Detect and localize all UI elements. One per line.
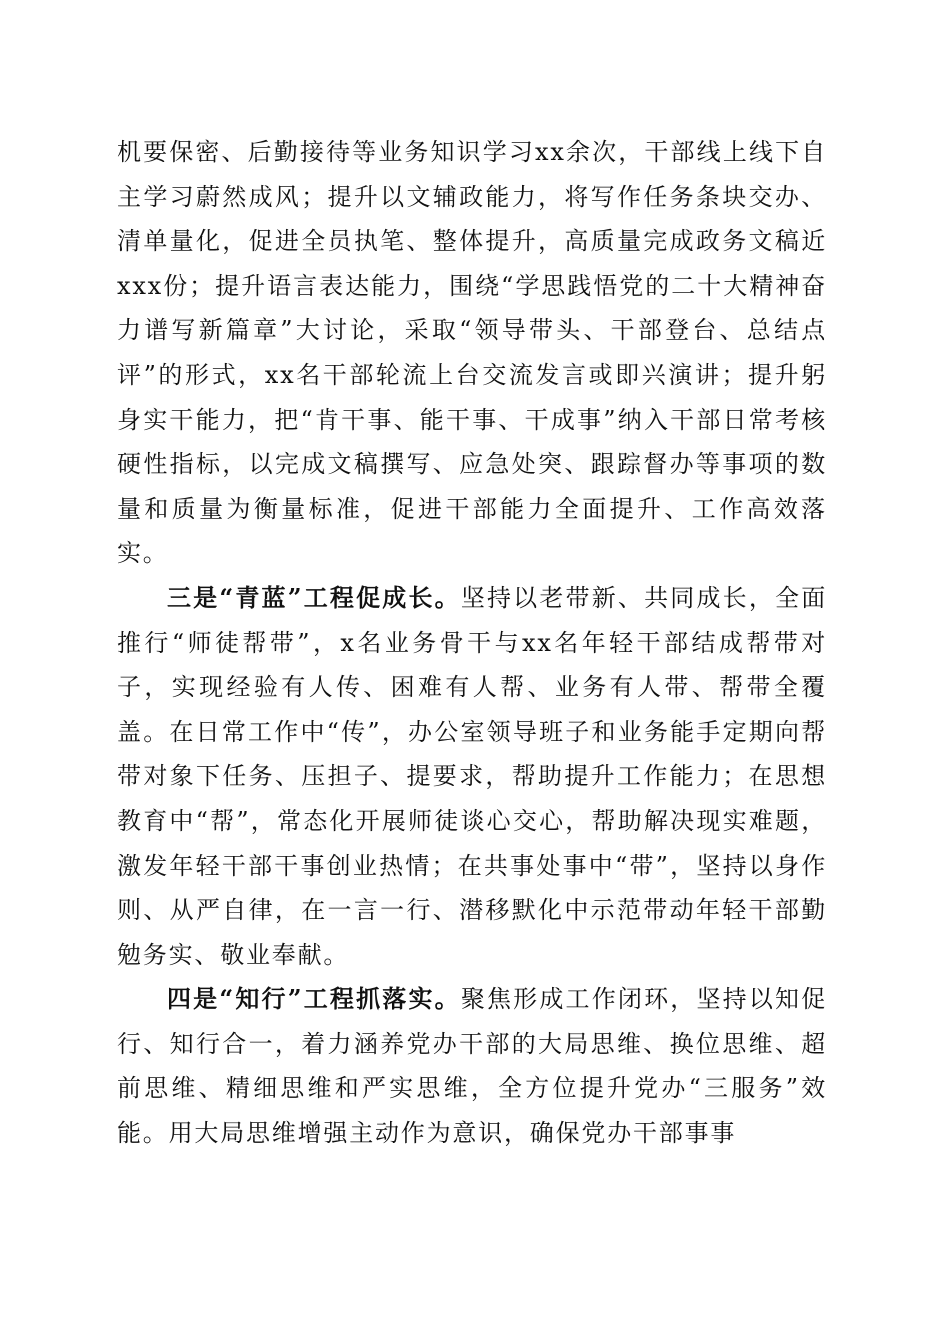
paragraph-text: 坚持以老带新、共同成长，全面推行“师徒帮带”，x名业务骨干与xx名年轻干部结成帮带对子，实现经验有人传、困难有人帮、业务有人带、帮带全覆盖。在日常工作中“传”，办公室领导班子和业务能手定期向帮带对象下任务、压担子、提要求，帮助提升工作能力；在思想教育中“帮”，常态化开展师徒谈心交心，帮助解决现实难题，激发年轻干部干事创业热情；在共事处事中“带”，坚持以身作则、从严自律，在一言一行、潜移默化中示范带动年轻干部勤勉务实、敬业奉献。	[117, 583, 827, 969]
paragraph-text: 聚焦形成工作闭环，坚持以知促行、知行合一，着力涵养党办干部的大局思维、换位思维、超前思维、精细思维和严实思维，全方位提升党办“三服务”效能。用大局思维增强主动作为意识，确保党办干部事事	[117, 985, 827, 1148]
paragraph-heading: 三是“青蓝”工程促成长。	[167, 582, 461, 612]
paragraph-heading: 四是“知行”工程抓落实。	[167, 984, 461, 1014]
paragraph-continuation	[117, 130, 827, 576]
paragraph-text: 机要保密、后勤接待等业务知识学习xx余次，干部线上线下自主学习蔚然成风；提升以文辅政能力，将写作任务条块交办、清单量化，促进全员执笔、整体提升，高质量完成政务文稿近xxx份；提升语言表达能力，围绕“学思践悟党的二十大精神奋力谱写新篇章”大讨论，采取“领导带头、干部登台、总结点评”的形式，xx名干部轮流上台交流发言或即兴演讲；提升躬身实干能力，把“肯干事、能干事、干成事”纳入干部日常考核硬性指标，以完成文稿撰写、应急处突、跟踪督办等事项的数量和质量为衡量标准，促进干部能力全面提升、工作高效落实。	[117, 138, 827, 568]
paragraph-qinglan-project	[117, 576, 827, 977]
document-page	[117, 130, 827, 1156]
paragraph-zhixing-project	[117, 977, 827, 1155]
